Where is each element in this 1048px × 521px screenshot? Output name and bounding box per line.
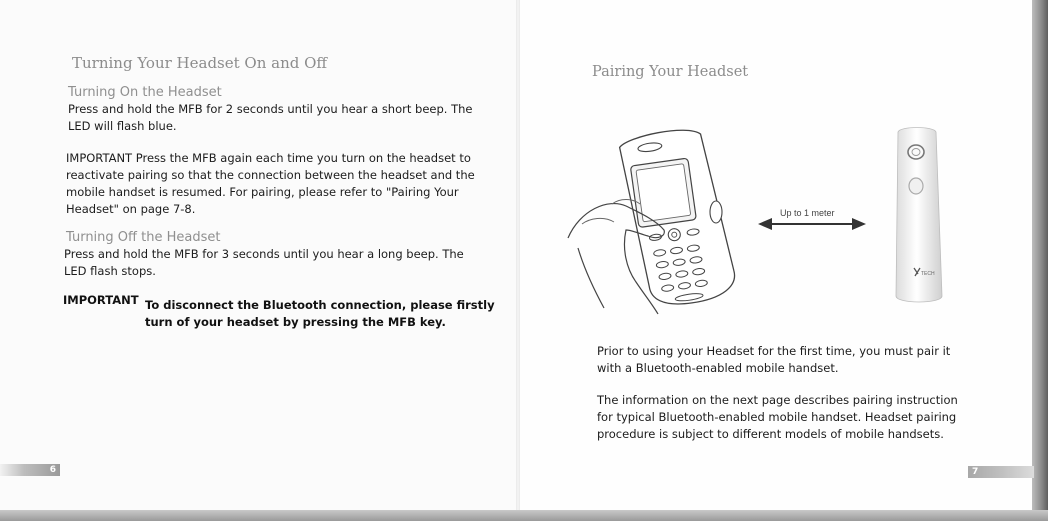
- important-note-disconnect: [145, 297, 495, 331]
- pairing-intro-text: [597, 343, 950, 377]
- headset-brand-label: TECH: [921, 271, 935, 277]
- pairing-illustration: [560, 118, 970, 323]
- text-line: LED flash stops.: [64, 264, 156, 278]
- headset-icon: [896, 128, 942, 303]
- page-number-left-text: 6: [49, 465, 56, 475]
- text-line: The information on the next page describes pairing instruction: [597, 393, 958, 407]
- page-gutter: [516, 0, 520, 512]
- text-line: Press and hold the MFB for 3 seconds until you hear a long beep. The: [64, 247, 464, 261]
- page-number-right: [968, 466, 1034, 478]
- pairing-info-text: [597, 392, 958, 443]
- text-line: LED will flash blue.: [68, 119, 177, 133]
- text-line: turn of your headset by pressing the MFB key.: [145, 315, 446, 329]
- distance-label: Up to 1 meter: [780, 208, 835, 218]
- page-number-right-text: 7: [972, 467, 979, 477]
- right-page-title: Pairing Your Headset: [592, 64, 749, 80]
- scan-edge-bottom: [0, 510, 1048, 521]
- text-line: To disconnect the Bluetooth connection, please firstly: [145, 298, 495, 312]
- text-line: procedure is subject to different models of mobile handsets.: [597, 427, 944, 441]
- text-line: Press and hold the MFB for 2 seconds until you hear a short beep. The: [68, 102, 473, 116]
- text-line: mobile handset is resumed. For pairing, please refer to "Pairing Your: [66, 185, 459, 199]
- text-line: Prior to using your Headset for the first time, you must pair it: [597, 344, 951, 358]
- heading-turning-on: Turning On the Headset: [68, 85, 222, 100]
- text-line: reactivate pairing so that the connection between the headset and the: [66, 168, 475, 182]
- scan-edge-right: [1032, 0, 1048, 521]
- distance-arrow-icon: [758, 218, 866, 230]
- text-line: with a Bluetooth-enabled mobile handset.: [597, 361, 839, 375]
- heading-turning-off: Turning Off the Headset: [66, 230, 221, 245]
- important-label: IMPORTANT: [63, 293, 139, 307]
- text-line: Headset" on page 7-8.: [66, 202, 196, 216]
- turning-off-text: [64, 246, 464, 280]
- text-line: IMPORTANT Press the MFB again each time you turn on the headset to: [66, 151, 471, 165]
- text-line: for typical Bluetooth-enabled mobile handset. Headset pairing: [597, 410, 957, 424]
- important-note-pairing: [66, 150, 475, 218]
- phone-in-hand-icon: [568, 125, 738, 314]
- turning-on-text: [68, 101, 472, 135]
- left-page-title: Turning Your Headset On and Off: [72, 54, 328, 72]
- page-number-left: [0, 464, 60, 476]
